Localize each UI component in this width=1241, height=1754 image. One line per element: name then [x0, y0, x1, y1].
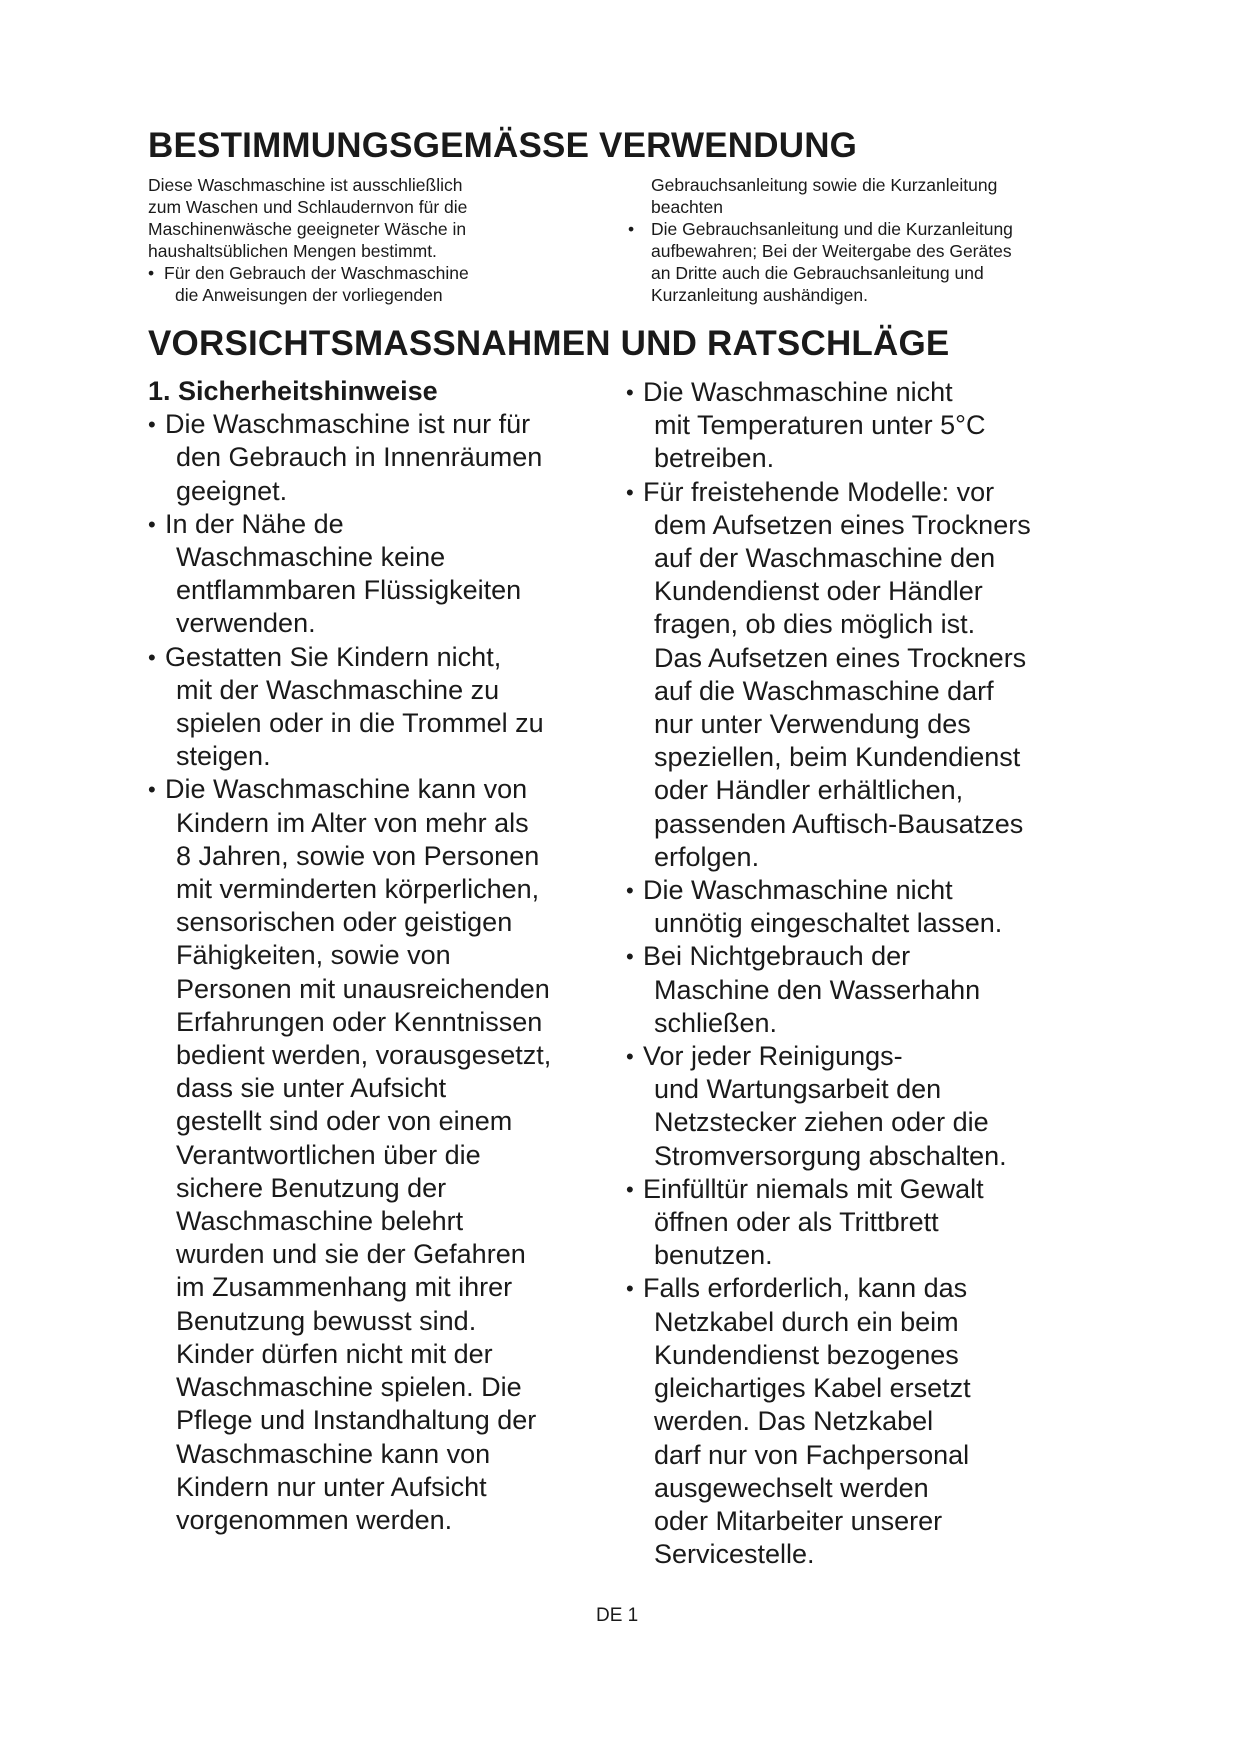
list-item-first-line: Für freistehende Modelle: vor — [643, 476, 995, 507]
list-item-text: mit der Waschmaschine zu spielen oder in die Trommel zu steigen. — [176, 674, 544, 772]
list-item-first-line: Die Waschmaschine kann von — [165, 774, 528, 805]
list-item-text: mit Temperaturen unter 5°C betreiben. — [654, 410, 986, 474]
safety-list-left — [148, 408, 618, 1537]
list-item — [626, 1040, 1106, 1173]
list-item-first-line: Bei Nichtgebrauch der — [643, 941, 911, 972]
usage-bullet-1-first: Für den Gebrauch der Waschmaschine — [164, 263, 469, 283]
list-item — [626, 1272, 1106, 1571]
usage-right-column — [628, 174, 1110, 306]
usage-bullet-2 — [628, 218, 1110, 306]
usage-left-column — [148, 174, 618, 306]
bullet-icon: • — [628, 219, 635, 239]
list-item-first-line: Die Waschmaschine nicht — [643, 875, 953, 906]
usage-bullet-1-continuation: Gebrauchsanleitung sowie die Kurzanleitung beachten — [651, 175, 998, 217]
safety-subheading: 1. Sicherheitshinweise — [148, 376, 438, 406]
safety-right-column — [626, 376, 1106, 1571]
safety-list-right — [626, 376, 1106, 1571]
list-item — [626, 1173, 1106, 1273]
list-item-first-line: In der Nähe de — [165, 508, 344, 539]
list-item — [626, 376, 1106, 476]
list-item-text: dem Aufsetzen eines Trockners auf der Waschmaschine den Kundendienst oder Händler fragen, ob dies möglich ist. Das Aufsetzen eines Trockners auf die Waschmaschine darf nur unter Verwendung des speziellen, beim Kundendienst oder Händler erhältlichen, passenden Auftisch-Bausatzes erfolgen. — [654, 509, 1031, 872]
list-item-first-line: Die Waschmaschine nicht — [643, 377, 953, 407]
list-item — [626, 476, 1106, 874]
list-item-text: öffnen oder als Trittbrett benutzen. — [654, 1207, 939, 1271]
safety-left-column — [148, 375, 618, 1537]
list-item-text: unnötig eingeschaltet lassen. — [654, 908, 1003, 939]
list-item-text: Maschine den Wasserhahn schließen. — [654, 974, 981, 1038]
list-item-text: Kindern im Alter von mehr als 8 Jahren, sowie von Personen mit verminderten körperlichen, sensorischen oder geistigen Fähigkeiten, sowie von Personen mit unausreichenden Erfahrungen oder Kenntnissen bedient werden, vorausgesetzt, dass sie unter Aufsicht gestellt sind oder von einem Verantwortlichen über die sichere Benutzung der Waschmaschine belehrt wurden und sie der Gefahren im Zusammenhang mit ihrer Benutzung bewusst sind. Kinder dürfen nicht mit der Waschmaschine spielen. Die Pflege und Instandhaltung der Waschmaschine kann von Kindern nur unter Aufsicht vorgenommen werden. — [176, 807, 552, 1535]
list-item-text: Waschmaschine keine entflammbaren Flüssigkeiten verwenden. — [176, 542, 522, 639]
list-item-first-line: Falls erforderlich, kann das — [643, 1273, 968, 1304]
usage-bullet-1-rest: die Anweisungen der vorliegenden — [175, 285, 443, 305]
list-item-first-line: Gestatten Sie Kindern nicht, — [165, 641, 502, 672]
precautions-heading: VORSICHTSMASSNAHMEN UND RATSCHLÄGE — [148, 324, 950, 363]
list-item-first-line: Einfülltür niemals mit Gewalt — [643, 1173, 984, 1204]
usage-intro: Diese Waschmaschine ist ausschließlich zum Waschen und Schlaudernvon für die Maschinenwäsche geeigneter Wäsche in haushaltsüblichen Mengen bestimmt. — [148, 175, 468, 261]
usage-bullet-2-text: Die Gebrauchsanleitung und die Kurzanleitung aufbewahren; Bei der Weitergabe des Gerätes an Dritte auch die Gebrauchsanleitung und Kurzanleitung aushändigen. — [651, 219, 1013, 305]
usage-bullet-1 — [148, 262, 618, 306]
list-item — [148, 508, 618, 641]
bullet-icon: • — [148, 263, 155, 283]
list-item-first-line: Vor jeder Reinigungs- — [643, 1041, 903, 1072]
list-item — [626, 874, 1106, 940]
list-item-text: Netzkabel durch ein beim Kundendienst bezogenes gleichartiges Kabel ersetzt werden. Das Netzkabel darf nur von Fachpersonal ausgewechselt werden oder Mitarbeiter unserer Servicestelle. — [654, 1306, 971, 1570]
usage-heading: BESTIMMUNGSGEMÄSSE VERWENDUNG — [148, 126, 858, 165]
list-item — [148, 408, 618, 508]
list-item — [148, 641, 618, 774]
list-item — [148, 773, 618, 1537]
list-item-text: den Gebrauch in Innenräumen geeignet. — [176, 442, 543, 506]
list-item — [626, 940, 1106, 1040]
page-number: DE 1 — [596, 1605, 639, 1626]
list-item-text: und Wartungsarbeit den Netzstecker ziehen oder die Stromversorgung abschalten. — [654, 1074, 1007, 1171]
list-item-first-line: Die Waschmaschine ist nur für — [165, 409, 531, 440]
